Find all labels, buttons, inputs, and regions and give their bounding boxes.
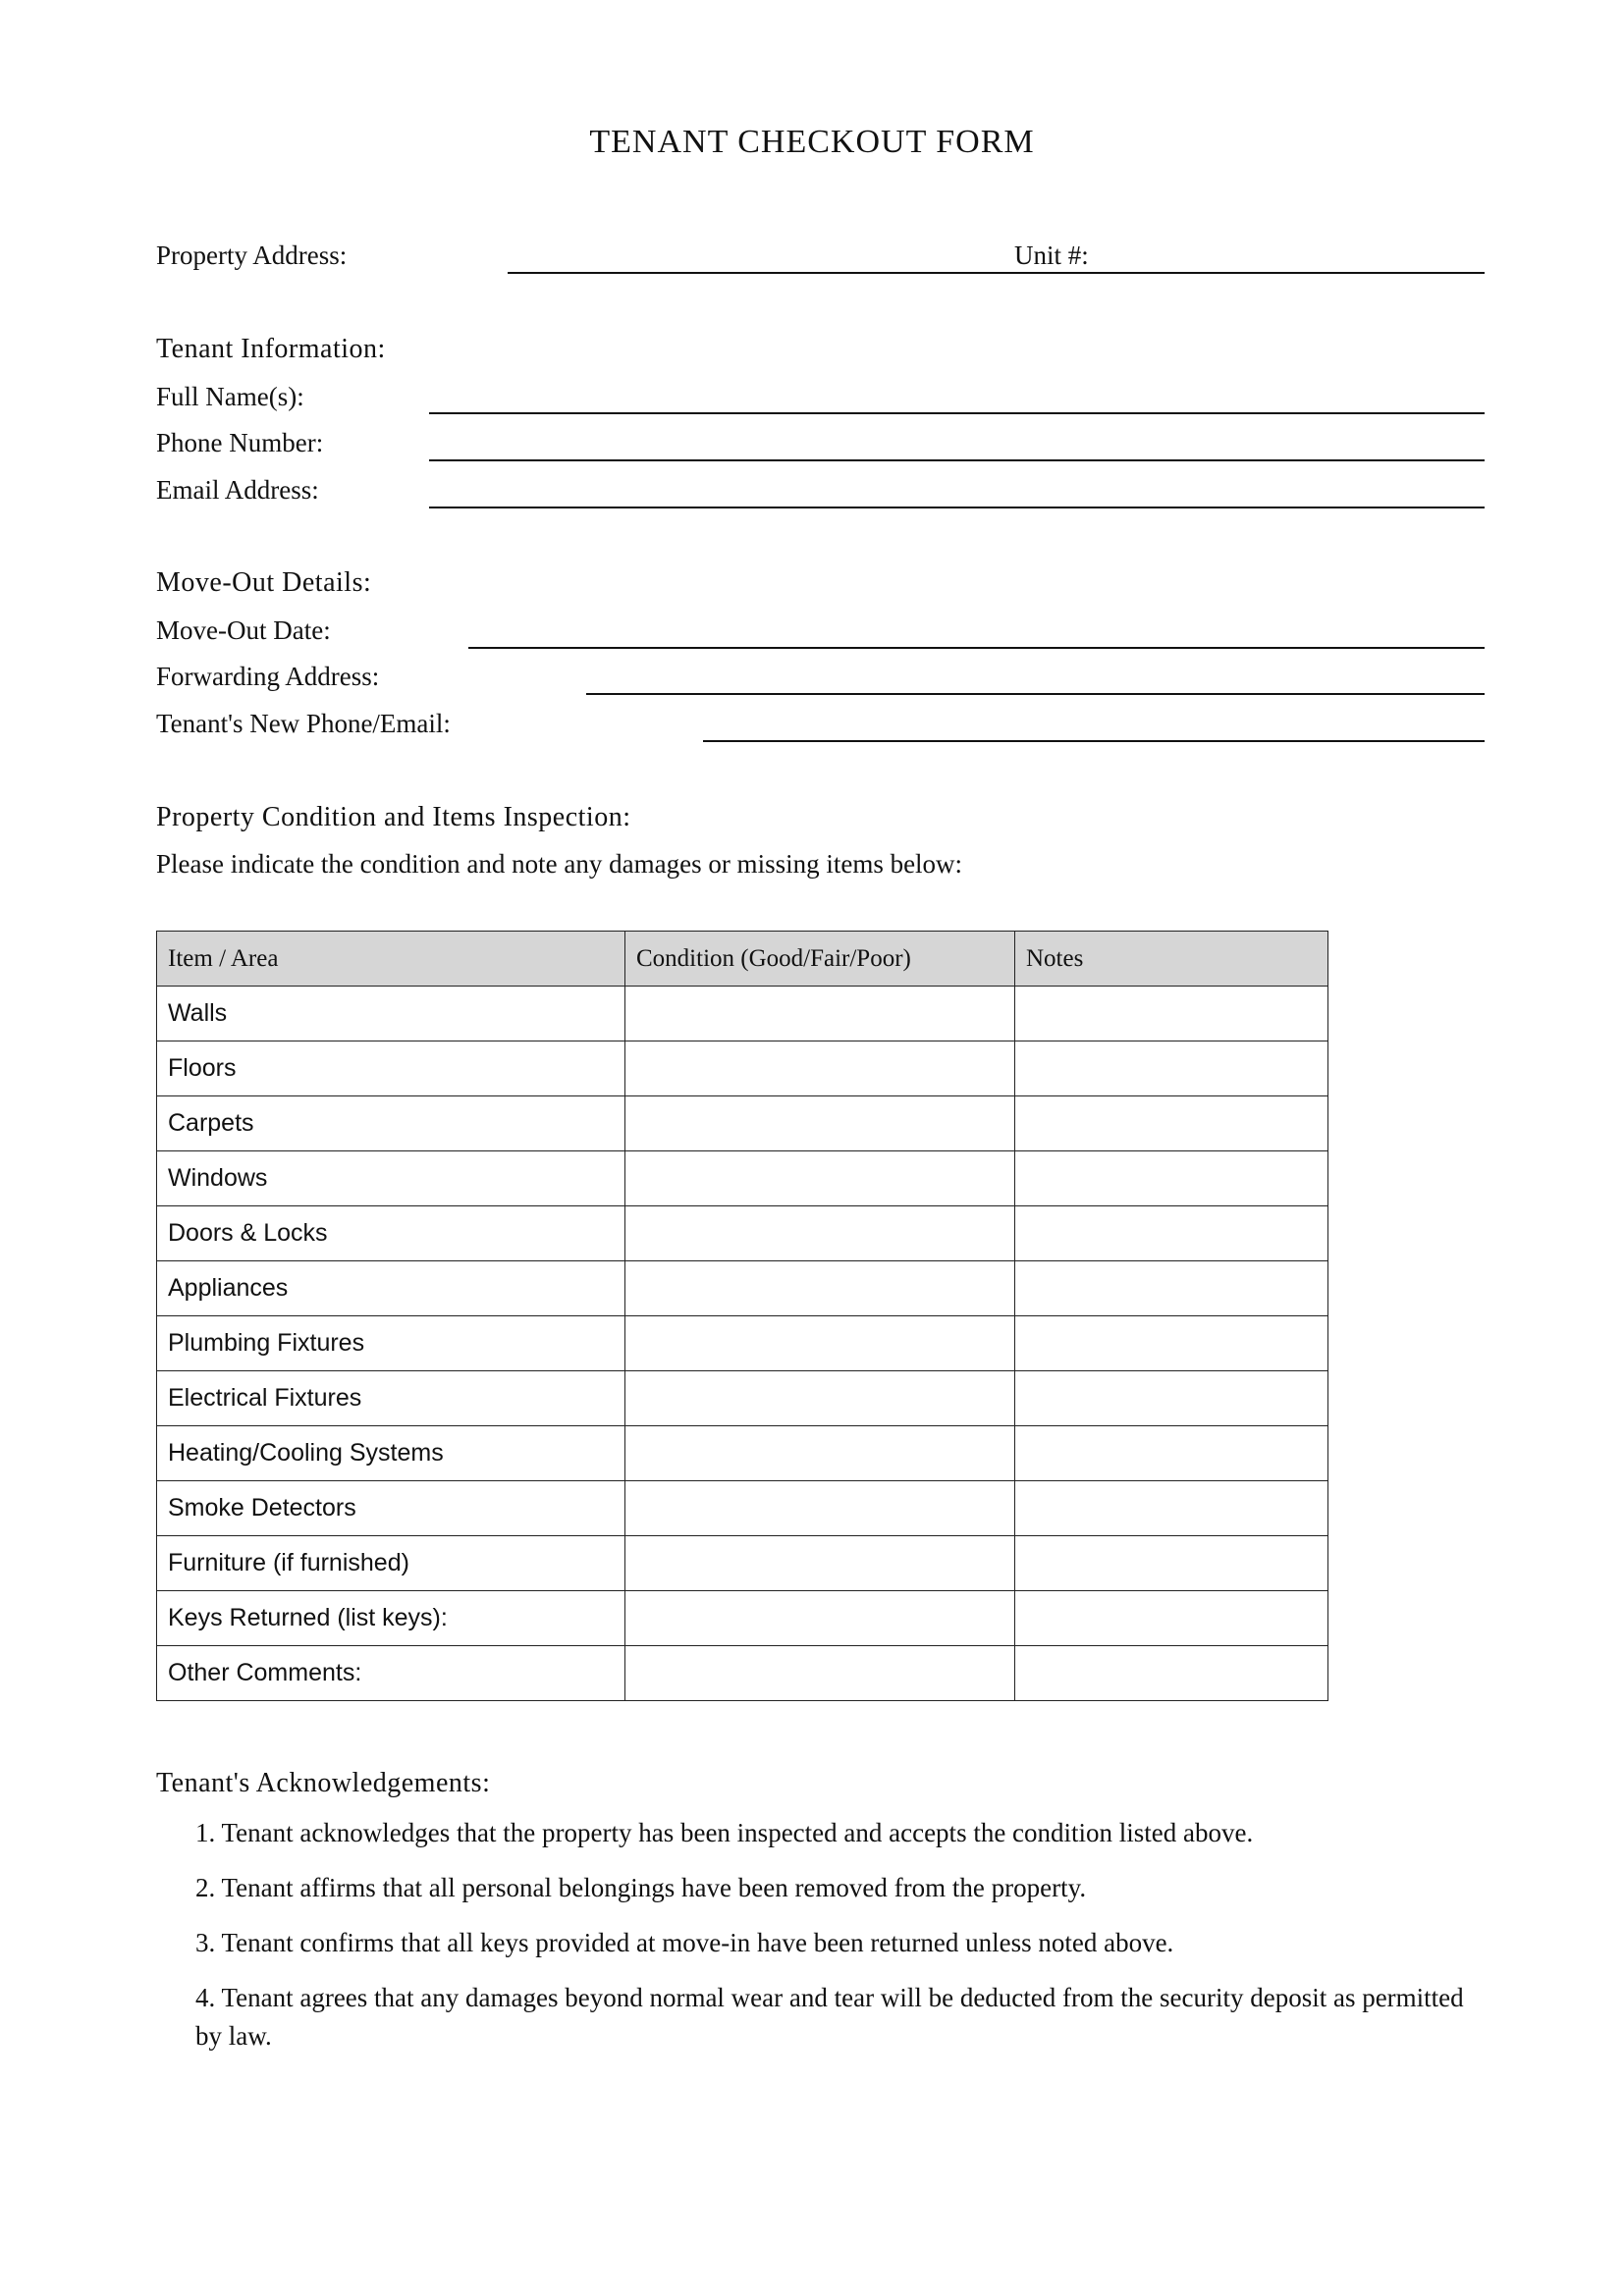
table-row <box>157 987 1328 1041</box>
item-cell: Smoke Detectors <box>157 1481 625 1536</box>
condition-cell[interactable] <box>625 1151 1015 1206</box>
property-address-label: Property Address: <box>156 240 348 270</box>
table-row <box>157 1481 1328 1536</box>
condition-cell[interactable] <box>625 1426 1015 1481</box>
notes-cell[interactable] <box>1015 1591 1328 1646</box>
unit-label: Unit #: <box>1014 239 1093 272</box>
notes-cell[interactable] <box>1015 1536 1328 1591</box>
item-cell: Doors & Locks <box>157 1206 625 1261</box>
condition-cell[interactable] <box>625 1316 1015 1371</box>
notes-cell[interactable] <box>1015 1041 1328 1096</box>
condition-cell[interactable] <box>625 1096 1015 1151</box>
table-row <box>157 1646 1328 1701</box>
notes-cell[interactable] <box>1015 1426 1328 1481</box>
condition-cell[interactable] <box>625 1646 1015 1701</box>
table-row <box>157 1041 1328 1096</box>
move-out-heading: Move-Out Details: <box>156 567 372 598</box>
condition-cell[interactable] <box>625 1261 1015 1316</box>
acknowledgement-item: 3. Tenant confirms that all keys provided at move-in have been returned unless noted above. <box>195 1928 1174 1957</box>
table-row <box>157 1591 1328 1646</box>
move-out-date-field[interactable] <box>468 647 1485 649</box>
new-contact-field[interactable] <box>703 740 1485 742</box>
condition-cell[interactable] <box>625 1371 1015 1426</box>
inspection-instructions: Please indicate the condition and note any damages or missing items below: <box>156 849 963 879</box>
forwarding-address-field[interactable] <box>586 693 1485 695</box>
condition-cell[interactable] <box>625 1481 1015 1536</box>
table-row <box>157 1536 1328 1591</box>
condition-cell[interactable] <box>625 1206 1015 1261</box>
item-cell: Appliances <box>157 1261 625 1316</box>
full-name-label: Full Name(s): <box>156 382 304 411</box>
forwarding-address-label: Forwarding Address: <box>156 662 380 691</box>
item-cell: Electrical Fixtures <box>157 1371 625 1426</box>
acknowledgement-item: 2. Tenant affirms that all personal belongings have been removed from the property. <box>195 1873 1087 1902</box>
form-title: TENANT CHECKOUT FORM <box>589 124 1035 160</box>
table-row <box>157 1096 1328 1151</box>
acknowledgement-item: 1. Tenant acknowledges that the property has been inspected and accepts the condition listed above. <box>195 1818 1254 1847</box>
email-address-label: Email Address: <box>156 475 319 505</box>
condition-cell[interactable] <box>625 987 1015 1041</box>
condition-cell[interactable] <box>625 1041 1015 1096</box>
notes-cell[interactable] <box>1015 1151 1328 1206</box>
column-header-condition: Condition (Good/Fair/Poor) <box>625 932 1015 987</box>
acknowledgement-item: 4. Tenant agrees that any damages beyond normal wear and tear will be deducted from the security deposit as permitted by law. <box>195 1983 1464 2051</box>
table-row <box>157 1316 1328 1371</box>
item-cell: Heating/Cooling Systems <box>157 1426 625 1481</box>
move-out-date-label: Move-Out Date: <box>156 615 331 645</box>
table-header-row <box>157 932 1328 987</box>
notes-cell[interactable] <box>1015 987 1328 1041</box>
inspection-table <box>156 931 1328 1701</box>
new-contact-label: Tenant's New Phone/Email: <box>156 709 451 738</box>
item-cell: Other Comments: <box>157 1646 625 1701</box>
item-cell: Keys Returned (list keys): <box>157 1591 625 1646</box>
email-address-field[interactable] <box>429 507 1485 508</box>
acknowledgements-heading: Tenant's Acknowledgements: <box>156 1768 491 1798</box>
condition-cell[interactable] <box>625 1591 1015 1646</box>
item-cell: Windows <box>157 1151 625 1206</box>
condition-cell[interactable] <box>625 1536 1015 1591</box>
full-name-field[interactable] <box>429 412 1485 414</box>
notes-cell[interactable] <box>1015 1646 1328 1701</box>
notes-cell[interactable] <box>1015 1261 1328 1316</box>
phone-number-field[interactable] <box>429 459 1485 461</box>
table-row <box>157 1151 1328 1206</box>
table-row <box>157 1206 1328 1261</box>
notes-cell[interactable] <box>1015 1481 1328 1536</box>
tenant-info-heading: Tenant Information: <box>156 334 386 364</box>
item-cell: Furniture (if furnished) <box>157 1536 625 1591</box>
table-row <box>157 1371 1328 1426</box>
notes-cell[interactable] <box>1015 1096 1328 1151</box>
property-address-field[interactable] <box>508 272 1485 274</box>
item-cell: Walls <box>157 987 625 1041</box>
item-cell: Floors <box>157 1041 625 1096</box>
table-row <box>157 1426 1328 1481</box>
phone-number-label: Phone Number: <box>156 428 324 457</box>
inspection-heading: Property Condition and Items Inspection: <box>156 802 631 832</box>
column-header-notes: Notes <box>1015 932 1328 987</box>
notes-cell[interactable] <box>1015 1316 1328 1371</box>
item-cell: Carpets <box>157 1096 625 1151</box>
item-cell: Plumbing Fixtures <box>157 1316 625 1371</box>
notes-cell[interactable] <box>1015 1371 1328 1426</box>
notes-cell[interactable] <box>1015 1206 1328 1261</box>
table-row <box>157 1261 1328 1316</box>
column-header-item: Item / Area <box>157 932 625 987</box>
